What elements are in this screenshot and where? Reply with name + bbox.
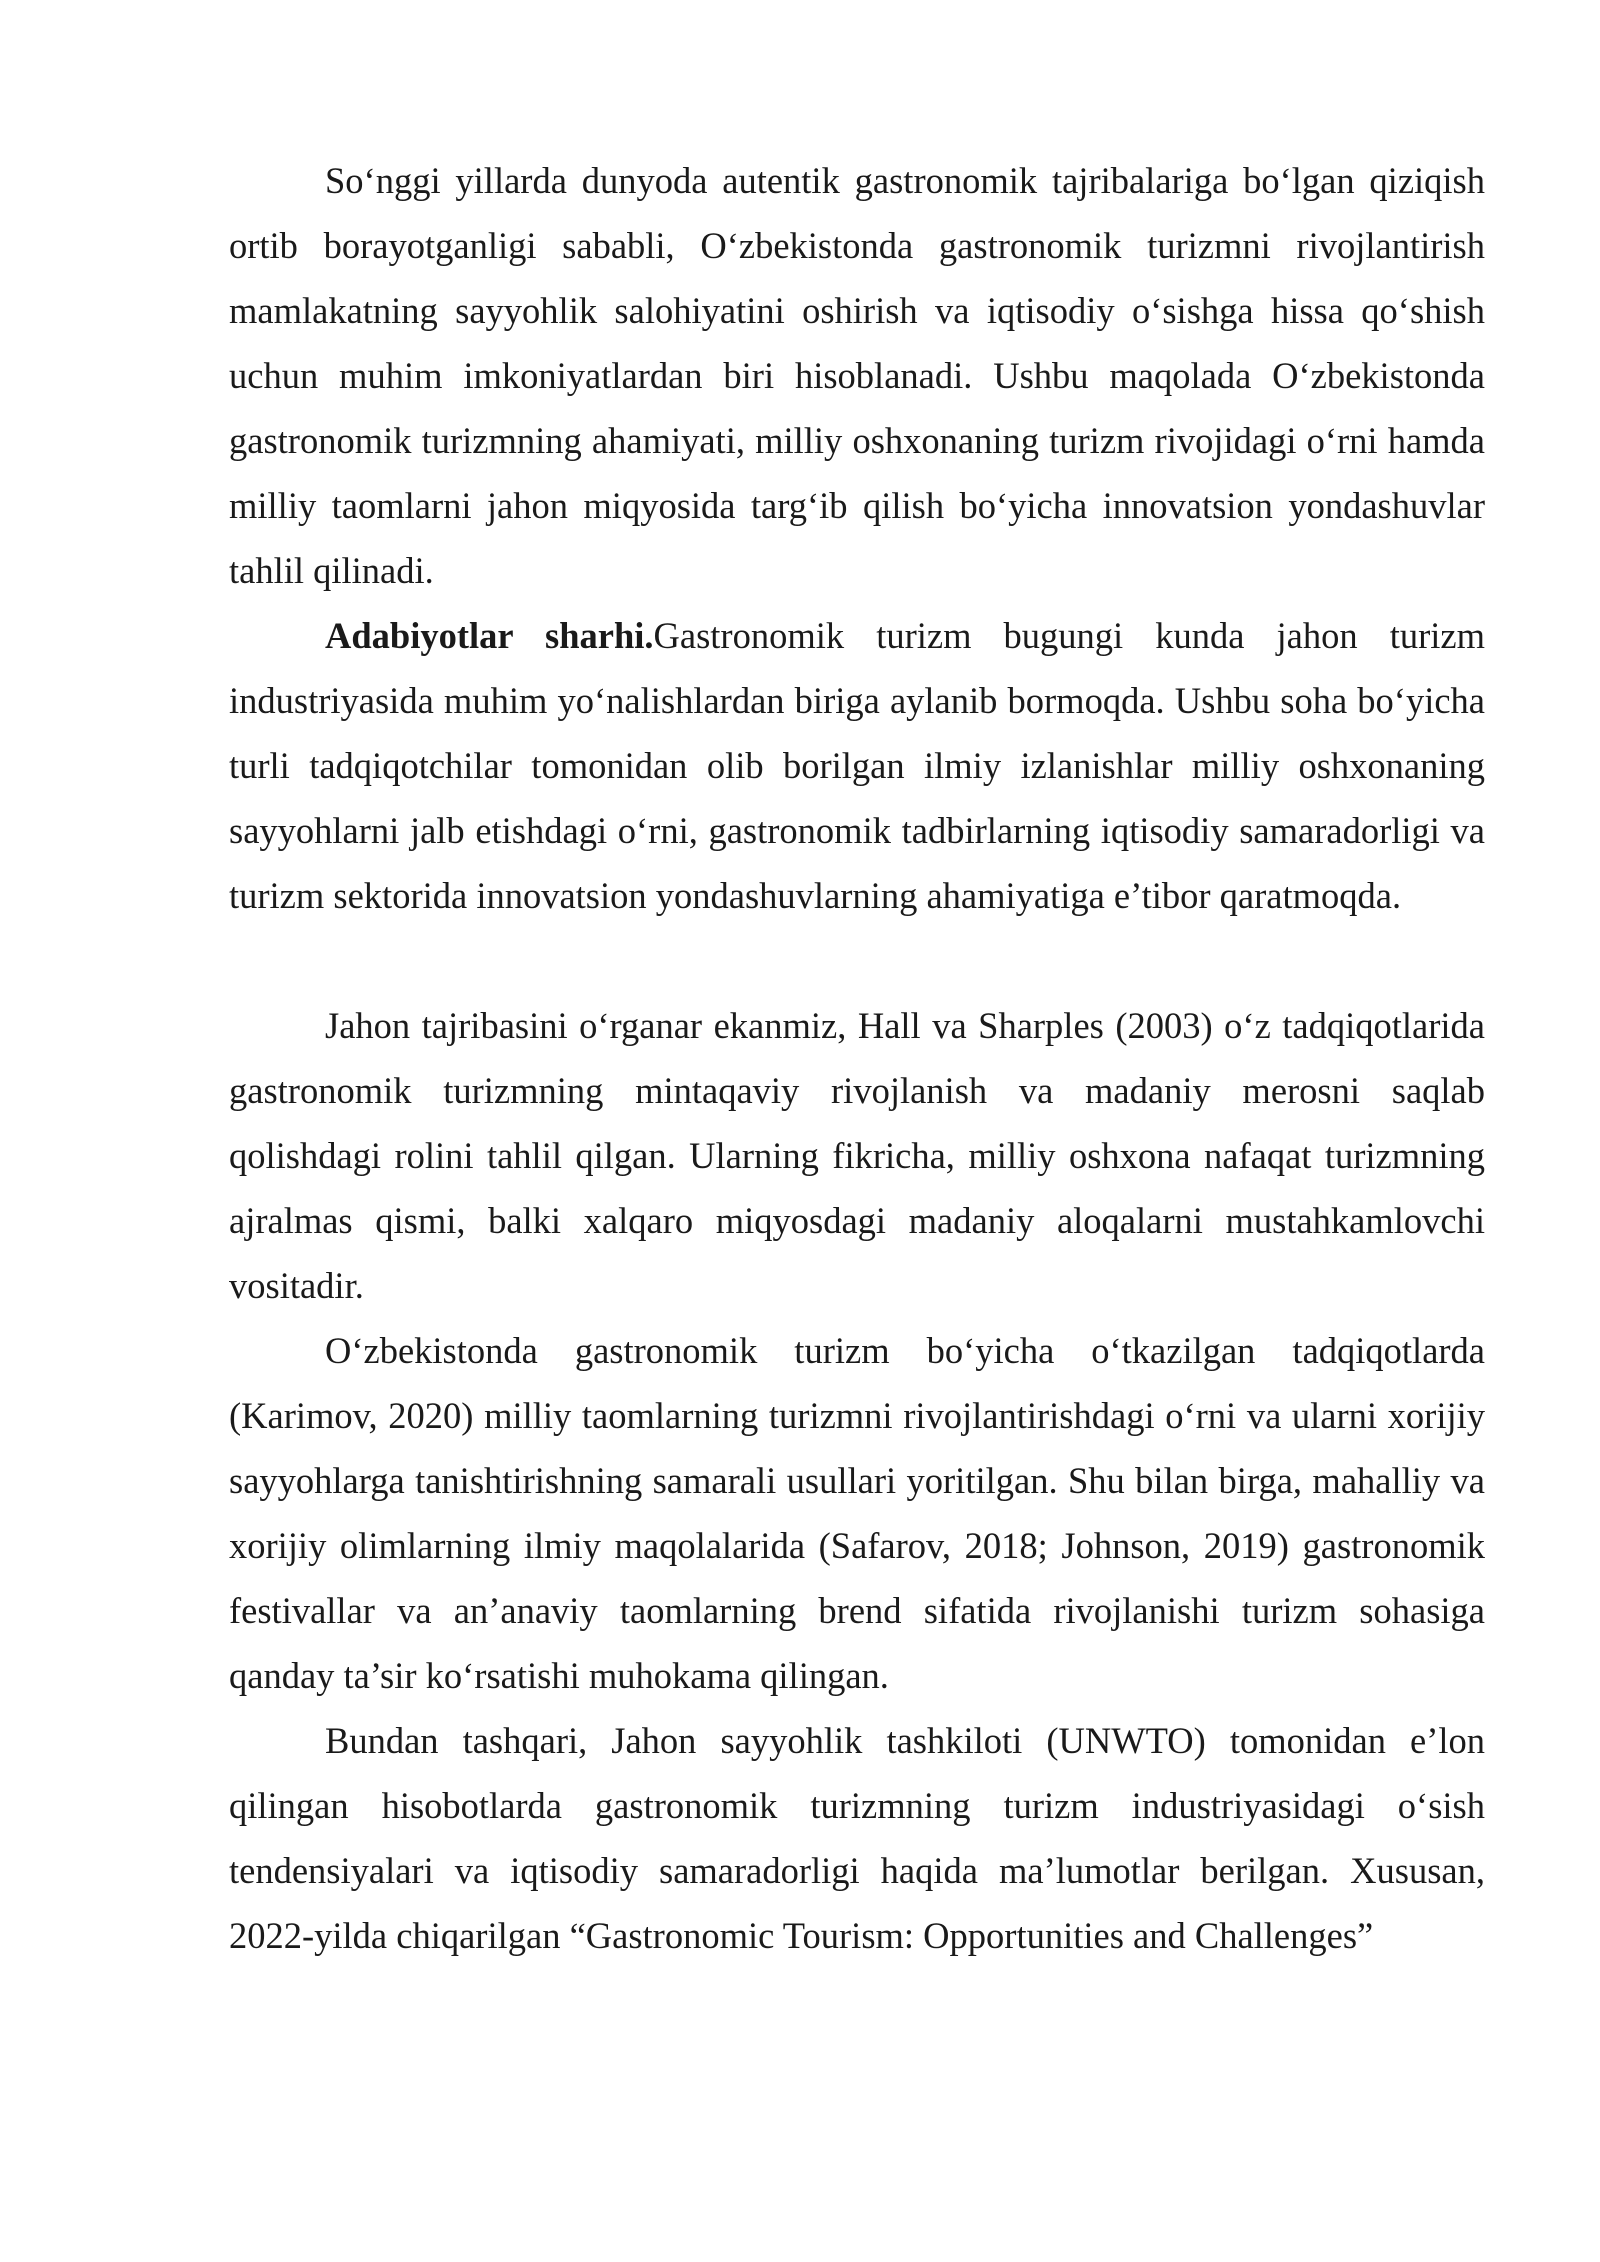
paragraph-hall-sharples: Jahon tajribasini o‘rganar ekanmiz, Hall va Sharples (2003) o‘z tadqiqotlarida gastronomik turizmning mintaqaviy rivojlanish va madaniy merosni saqlab qolishdagi rolini tahlil qilgan. Ularning fikricha, milliy oshxona nafaqat turizmning ajralmas qismi, balki xalqaro miqyosdagi madaniy aloqalarni mustahkamlovchi vositadir. <box>229 1005 1485 1306</box>
paragraph-uzbekistan-research: O‘zbekistonda gastronomik turizm bo‘yicha o‘tkazilgan tadqiqotlarda (Karimov, 2020) milliy taomlarning turizmni rivojlantirishdagi o‘rni va ularni xorijiy sayyohlarga tanishtirishning samarali usullari yoritilgan. Shu bilan birga, mahalliy va xorijiy olimlarning ilmiy maqolalarida (Safarov, 2018; Johnson, 2019) gastronomik festivallar va an’anaviy taomlarning brend sifatida rivojlanishi turizm sohasiga qanday ta’sir ko‘rsatishi muhokama qilingan. <box>229 1330 1485 1696</box>
paragraph-intro: So‘nggi yillarda dunyoda autentik gastronomik tajribalariga bo‘lgan qiziqish ortib borayotganligi sababli, O‘zbekistonda gastronomik turizmni rivojlantirish mamlakatning sayyohlik salohiyatini oshirish va iqtisodiy o‘sishga hissa qo‘shish uchun muhim imkoniyatlardan biri hisoblanadi. Ushbu maqolada O‘zbekistonda gastronomik turizmning ahamiyati, milliy oshxonaning turizm rivojidagi o‘rni hamda milliy taomlarni jahon miqyosida targ‘ib qilish bo‘yicha innovatsion yondashuvlar tahlil qilinadi. <box>229 160 1485 591</box>
paragraph-literature-review <box>229 603 1485 928</box>
literature-review-body: Gastronomik turizm bugungi kunda jahon turizm industriyasida muhim yo‘nalishlardan biriga aylanib bormoqda. Ushbu soha bo‘yicha turli tadqiqotchilar tomonidan olib borilgan ilmiy izlanishlar milliy oshxonaning sayyohlarni jalb etishdagi o‘rni, gastronomik tadbirlarning iqtisodiy samaradorligi va turizm sektorida innovatsion yondashuvlarning ahamiyatiga e’tibor qaratmoqda. <box>229 615 1485 916</box>
literature-review-heading: Adabiyotlar sharhi. <box>325 615 654 656</box>
paragraph-spacer <box>229 928 1485 993</box>
paragraph-unwto: Bundan tashqari, Jahon sayyohlik tashkiloti (UNWTO) tomonidan e’lon qilingan hisobotlarda gastronomik turizmning turizm industriyasidagi o‘sish tendensiyalari va iqtisodiy samaradorligi haqida ma’lumotlar berilgan. Xususan, 2022-yilda chiqarilgan “Gastronomic Tourism: Opportunities and Challenges” <box>229 1720 1485 1956</box>
document-page <box>229 148 1485 1968</box>
